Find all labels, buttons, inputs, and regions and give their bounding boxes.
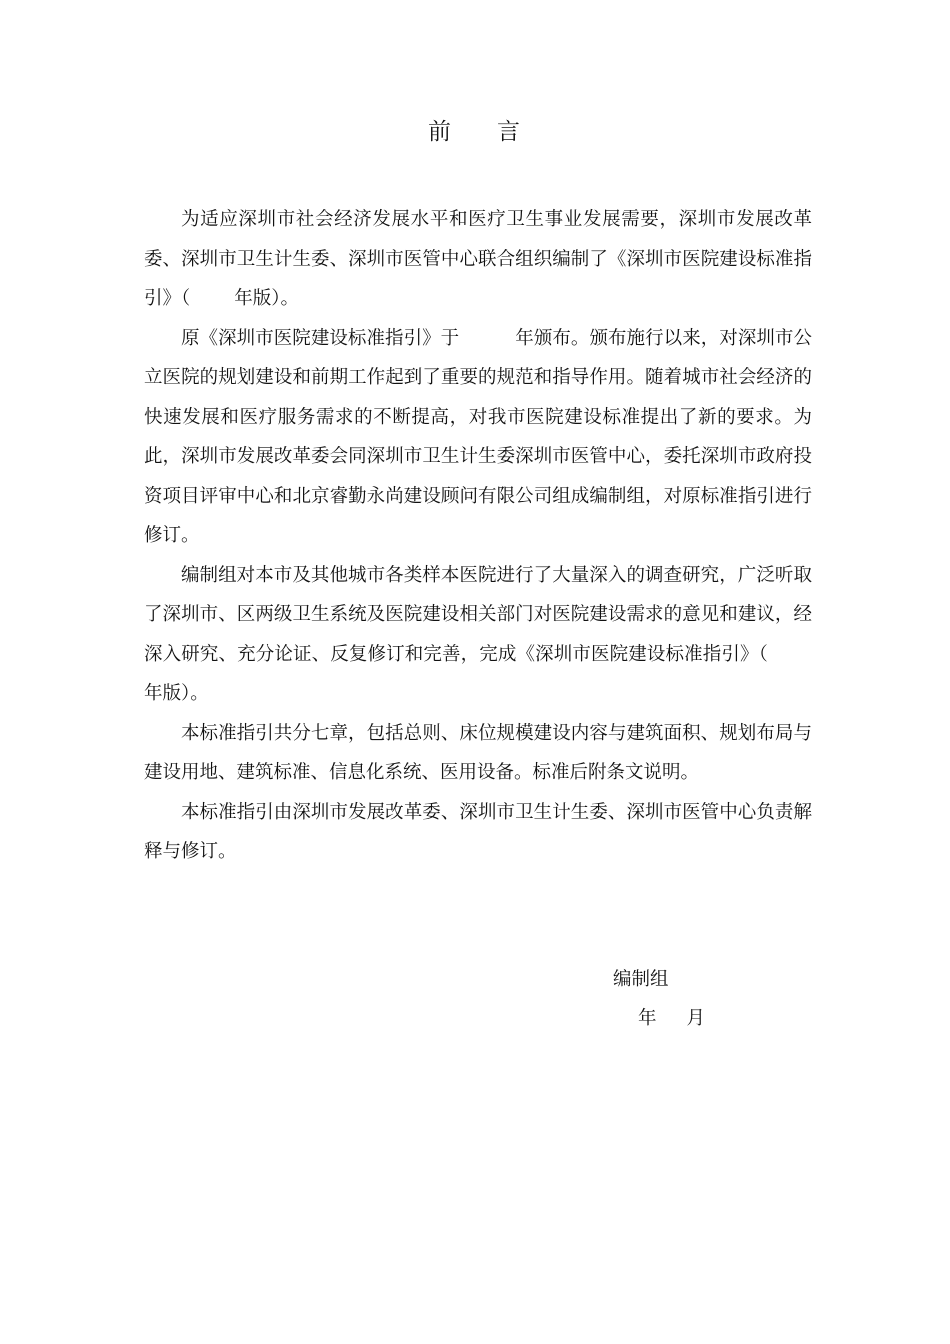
paragraph-2 xyxy=(144,319,812,556)
paragraph-3 xyxy=(144,556,812,714)
paragraph-5 xyxy=(144,793,812,872)
paragraph-1-text-a: 为适应深圳市社会经济发展水平和医疗卫生事业发展需要，深圳市发展改革委、深圳市卫生计生委、深圳市医管中心联合组织编制了《深圳市医院建设标准指引》（ xyxy=(144,209,812,309)
paragraph-2-text-b: 年颁布。颁布施行以来，对深圳市公立医院的规划建设和前期工作起到了重要的规范和指导作用。随着城市社会经济的快速发展和医疗服务需求的不断提高，对我市医院建设标准提出了新的要求。为此，深圳市发展改革委会同深圳市卫生计生委深圳市医管中心，委托深圳市政府投资项目评审中心和北京睿勤永尚建设顾问有限公司组成编制组，对原标准指引进行修订。 xyxy=(144,327,812,546)
paragraph-4-text: 本标准指引共分七章，包括总则、床位规模建设内容与建筑面积、规划布局与建设用地、建筑标准、信息化系统、医用设备。标准后附条文说明。 xyxy=(144,722,812,783)
paragraph-1 xyxy=(144,200,812,319)
signature-year: 年 xyxy=(638,1008,657,1029)
signature-date xyxy=(613,999,705,1038)
signature-author: 编制组 xyxy=(613,969,669,990)
title-char-2: 言 xyxy=(497,119,522,145)
paragraph-1-text-b: 年版）。 xyxy=(234,288,300,309)
page-title xyxy=(0,116,950,148)
paragraph-2-text-a: 原《深圳市医院建设标准指引》于 xyxy=(181,327,460,349)
signature-block xyxy=(613,960,705,1038)
preface-body xyxy=(144,200,812,872)
title-char-1: 前 xyxy=(428,119,453,145)
signature-month: 月 xyxy=(686,1008,706,1029)
paragraph-3-text-a: 编制组对本市及其他城市各类样本医院进行了大量深入的调查研究，广泛听取了深圳市、区两级卫生系统及医院建设相关部门对医院建设需求的意见和建议，经深入研究、充分论证、反复修订和完善，完成《深圳市医院建设标准指引》（ xyxy=(144,564,812,665)
paragraph-4 xyxy=(144,714,812,793)
paragraph-5-text: 本标准指引由深圳市发展改革委、深圳市卫生计生委、深圳市医管中心负责解释与修订。 xyxy=(144,801,812,862)
paragraph-3-text-b: 年版）。 xyxy=(144,683,209,704)
